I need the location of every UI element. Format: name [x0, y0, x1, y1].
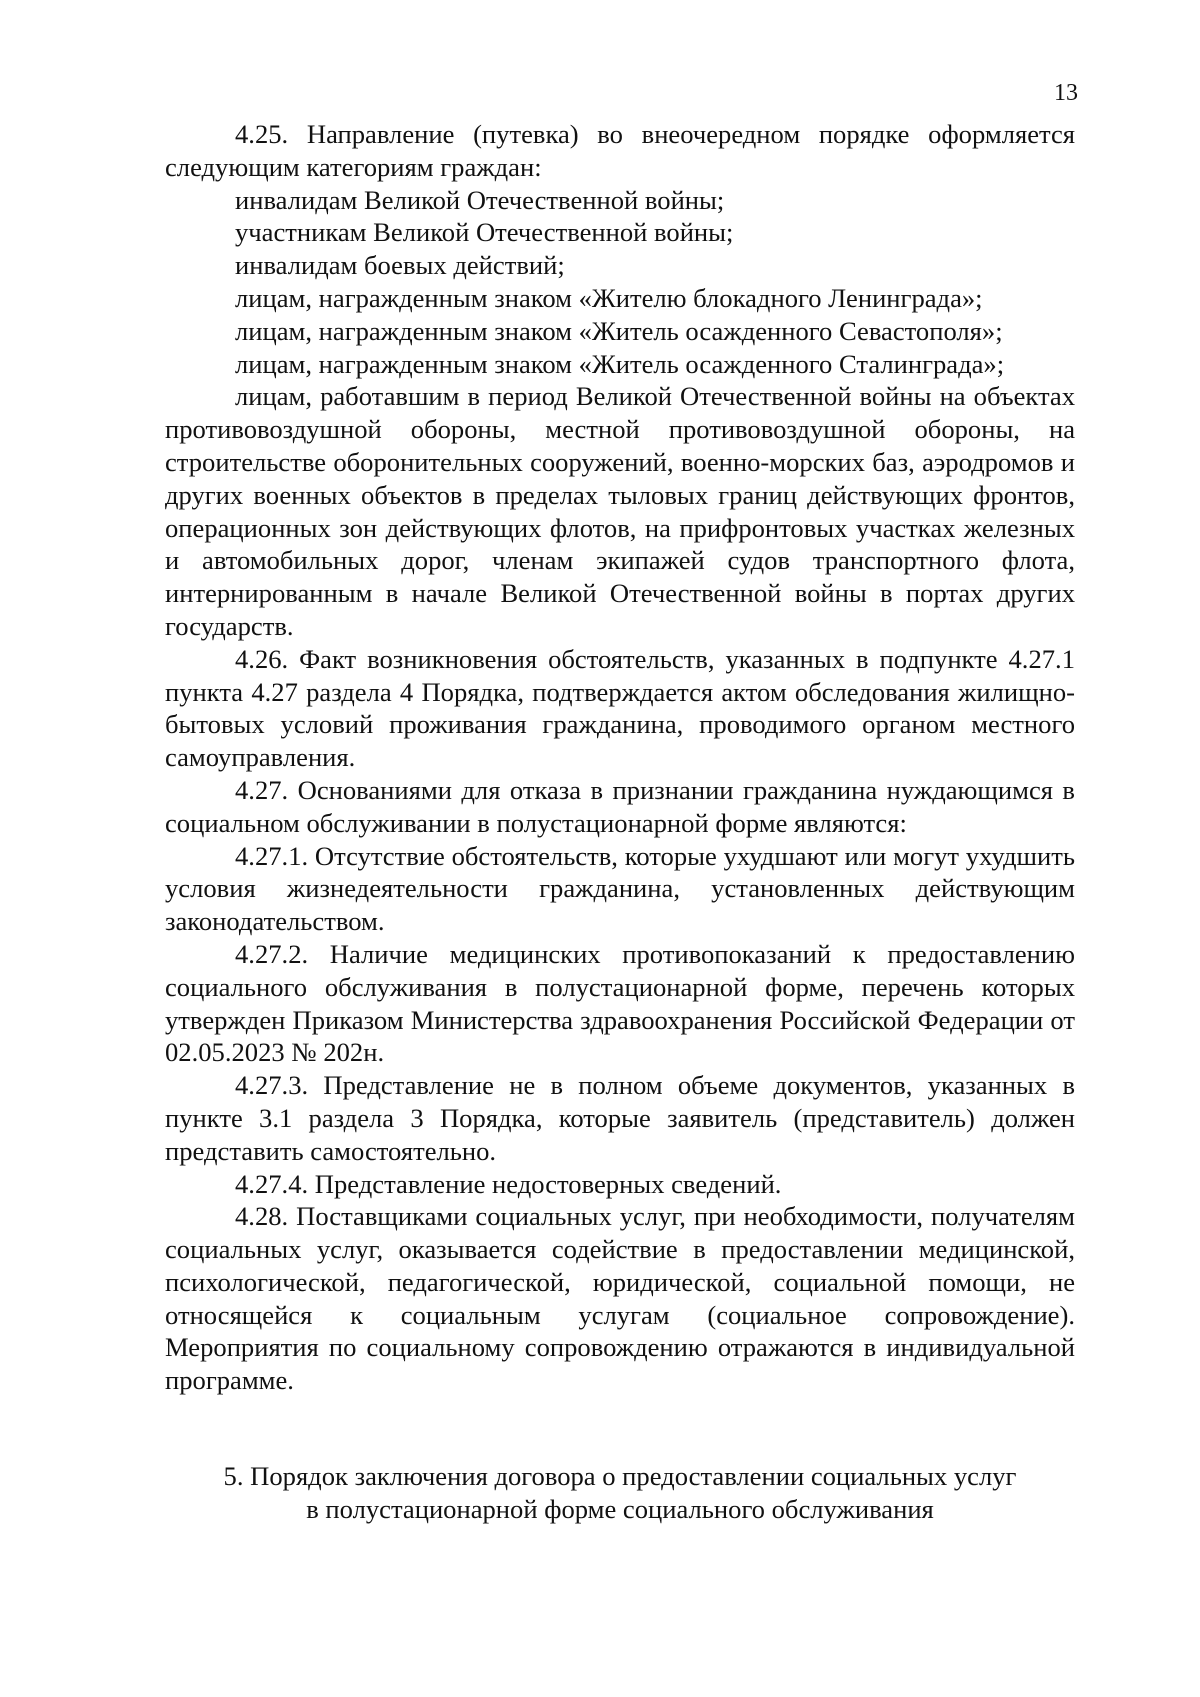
list-item: лицам, награжденным знаком «Житель осажденного Севастополя»;	[235, 315, 1003, 346]
document-body	[165, 118, 1075, 1397]
paragraph-4-27-3: 4.27.3. Представление не в полном объеме документов, указанных в пункте 3.1 раздела 3 Порядка, которые заявитель (представитель) должен представить самостоятельно.	[165, 1070, 1075, 1166]
page-number: 13	[1054, 80, 1078, 106]
section-heading-line-2: в полустационарной форме социального обслуживания	[306, 1493, 934, 1524]
list-item: инвалидам боевых действий;	[235, 250, 565, 281]
list-item: лицам, награжденным знаком «Житель осажденного Сталинграда»;	[235, 348, 1005, 379]
paragraph-4-27-1: 4.27.1. Отсутствие обстоятельств, которые ухудшают или могут ухудшить условия жизнедеятельности гражданина, установленных действующим законодательством.	[165, 840, 1075, 937]
list-item: лицам, награжденным знаком «Жителю блокадного Ленинграда»;	[235, 282, 983, 313]
list-item: инвалидам Великой Отечественной войны;	[235, 184, 725, 215]
list-item: участникам Великой Отечественной войны;	[235, 217, 734, 248]
section-5-heading	[165, 1460, 1075, 1526]
paragraph-4-25-last-item: лицам, работавшим в период Великой Отечественной войны на объектах противовоздушной обороны, местной противовоздушной обороны, на строительстве оборонительных сооружений, военно-морских баз, аэродромов и других военных объектов в пределах тыловых границ действующих фронтов, операционных зон действующих флотов, на прифронтовых участках железных и автомобильных дорог, членам экипажей судов транспортного флота, интернированным в начале Великой Отечественной войны в портах других государств.	[165, 381, 1075, 641]
paragraph-4-25: 4.25. Направление (путевка) во внеочередном порядке оформляется следующим категориям граждан:	[165, 119, 1075, 182]
paragraph-4-26: 4.26. Факт возникновения обстоятельств, указанных в подпункте 4.27.1 пункта 4.27 раздела 4 Порядка, подтверждается актом обследования жилищно-бытовых условий проживания гражданина, проводимого органом местного самоуправления.	[165, 643, 1075, 773]
section-heading-line-1: 5. Порядок заключения договора о предоставлении социальных услуг	[223, 1461, 1017, 1491]
paragraph-4-27-2: 4.27.2. Наличие медицинских противопоказаний к предоставлению социального обслуживания в полустационарной форме, перечень которых утвержден Приказом Министерства здравоохранения Российской Федерации от 02.05.2023 № 202н.	[165, 938, 1075, 1068]
paragraph-4-27: 4.27. Основаниями для отказа в признании гражданина нуждающимся в социальном обслуживании в полустационарной форме являются:	[165, 774, 1075, 838]
paragraph-4-27-4: 4.27.4. Представление недостоверных сведений.	[235, 1168, 782, 1199]
paragraph-4-28: 4.28. Поставщиками социальных услуг, при необходимости, получателям социальных услуг, оказывается содействие в предоставлении медицинской, психологической, педагогической, юридической, социальной помощи, не относящейся к социальным услугам (социальное сопровождение). Мероприятия по социальному сопровождению отражаются в индивидуальной программе.	[165, 1201, 1075, 1396]
